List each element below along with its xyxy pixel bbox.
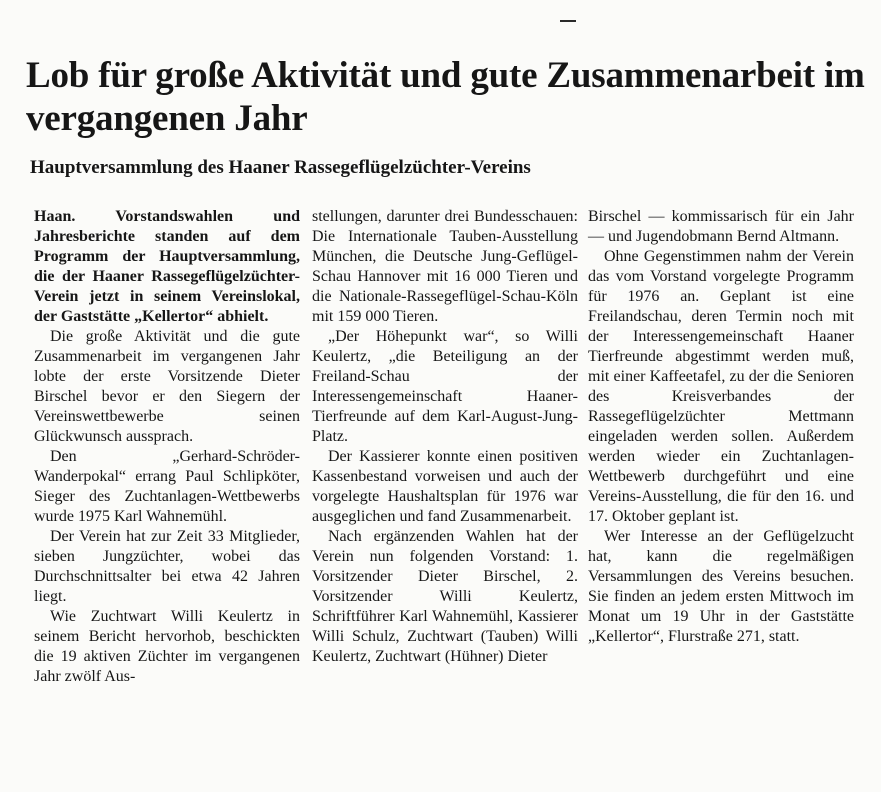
lead-paragraph: Haan. Vorstandswahlen und Jahresberichte standen auf dem Programm der Hauptversammlung, die der Haaner Rassegeflügelzüchter-Verein jetzt in seinem Vereinslokal, der Gaststätte „Kellertor“ abhielt. xyxy=(34,208,300,325)
body-paragraph: Nach ergänzenden Wahlen hat der Verein nun folgenden Vorstand: 1. Vorsitzender Dieter Birschel, 2. Vorsitzender Willi Keulertz, Schriftführer Karl Wahnemühl, Kassierer Willi Schulz, Zuchtwart (Tauben) Willi Keulertz, Zuchtwart (Hühner) Dieter xyxy=(312,528,578,665)
article-column-3 xyxy=(588,207,854,647)
body-paragraph: Die große Aktivität und die gute Zusammenarbeit im vergangenen Jahr lobte der erste Vorsitzende Dieter Birschel bevor er den Siegern der Vereinswettbewerbe seinen Glückwunsch aussprach. xyxy=(34,328,300,445)
body-paragraph: Den „Gerhard-Schröder-Wanderpokal“ errang Paul Schlipköter, Sieger des Zuchtanlagen-Wettbewerbs wurde 1975 Karl Wahnemühl. xyxy=(34,448,300,525)
article-column-1 xyxy=(34,207,300,687)
article-subheadline: Hauptversammlung des Haaner Rassegeflügelzüchter-Vereins xyxy=(30,157,531,178)
body-paragraph: stellungen, darunter drei Bundesschauen: Die Internationale Tauben-Ausstellung München, die Deutsche Jung-Geflügel-Schau Hannover mit 16 000 Tieren und die Nationale-Rassegeflügel-Schau-Köln mit 159 000 Tieren. xyxy=(312,208,578,325)
body-paragraph: Der Verein hat zur Zeit 33 Mitglieder, sieben Jungzüchter, wobei das Durchschnittsalter bei etwa 42 Jahren liegt. xyxy=(34,528,300,605)
body-paragraph: Ohne Gegenstimmen nahm der Verein das vom Vorstand vorgelegte Programm für 1976 an. Geplant ist eine Freilandschau, deren Termin noch mit der Interessengemeinschaft Haaner Tierfreunde abgestimmt werden muß, mit einer Kaffeetafel, zu der die Senioren des Kreisverbandes der Rassegeflügelzüchter Mettmann eingeladen werden sollen. Außerdem werden wieder ein Zuchtanlagen-Wettbewerb durchgeführt und eine Vereins-Ausstellung, die für den 16. und 17. Oktober geplant ist. xyxy=(588,248,854,525)
decorative-dash xyxy=(560,20,576,22)
article-headline: Lob für große Aktivität und gute Zusammenarbeit im vergangenen Jahr xyxy=(26,55,865,139)
body-paragraph: Birschel — kommissarisch für ein Jahr — und Jugendobmann Bernd Altmann. xyxy=(588,208,854,245)
body-paragraph: Der Kassierer konnte einen positiven Kassenbestand vorweisen und auch der vorgelegte Haushaltsplan für 1976 war ausgeglichen und fand Zusammenarbeit. xyxy=(312,448,578,525)
body-paragraph: Wie Zuchtwart Willi Keulertz in seinem Bericht hervorhob, beschickten die 19 aktiven Züchter im vergangenen Jahr zwölf Aus- xyxy=(34,608,300,685)
body-paragraph: Wer Interesse an der Geflügelzucht hat, kann die regelmäßigen Versammlungen des Vereins besuchen. Sie finden an jedem ersten Mittwoch im Monat um 19 Uhr in der Gaststätte „Kellertor“, Flurstraße 271, statt. xyxy=(588,528,854,645)
body-paragraph: „Der Höhepunkt war“, so Willi Keulertz, „die Beteiligung an der Freiland-Schau der Interessengemeinschaft Haaner-Tierfreunde auf dem Karl-August-Jung-Platz. xyxy=(312,328,578,445)
article-column-2 xyxy=(312,207,578,667)
